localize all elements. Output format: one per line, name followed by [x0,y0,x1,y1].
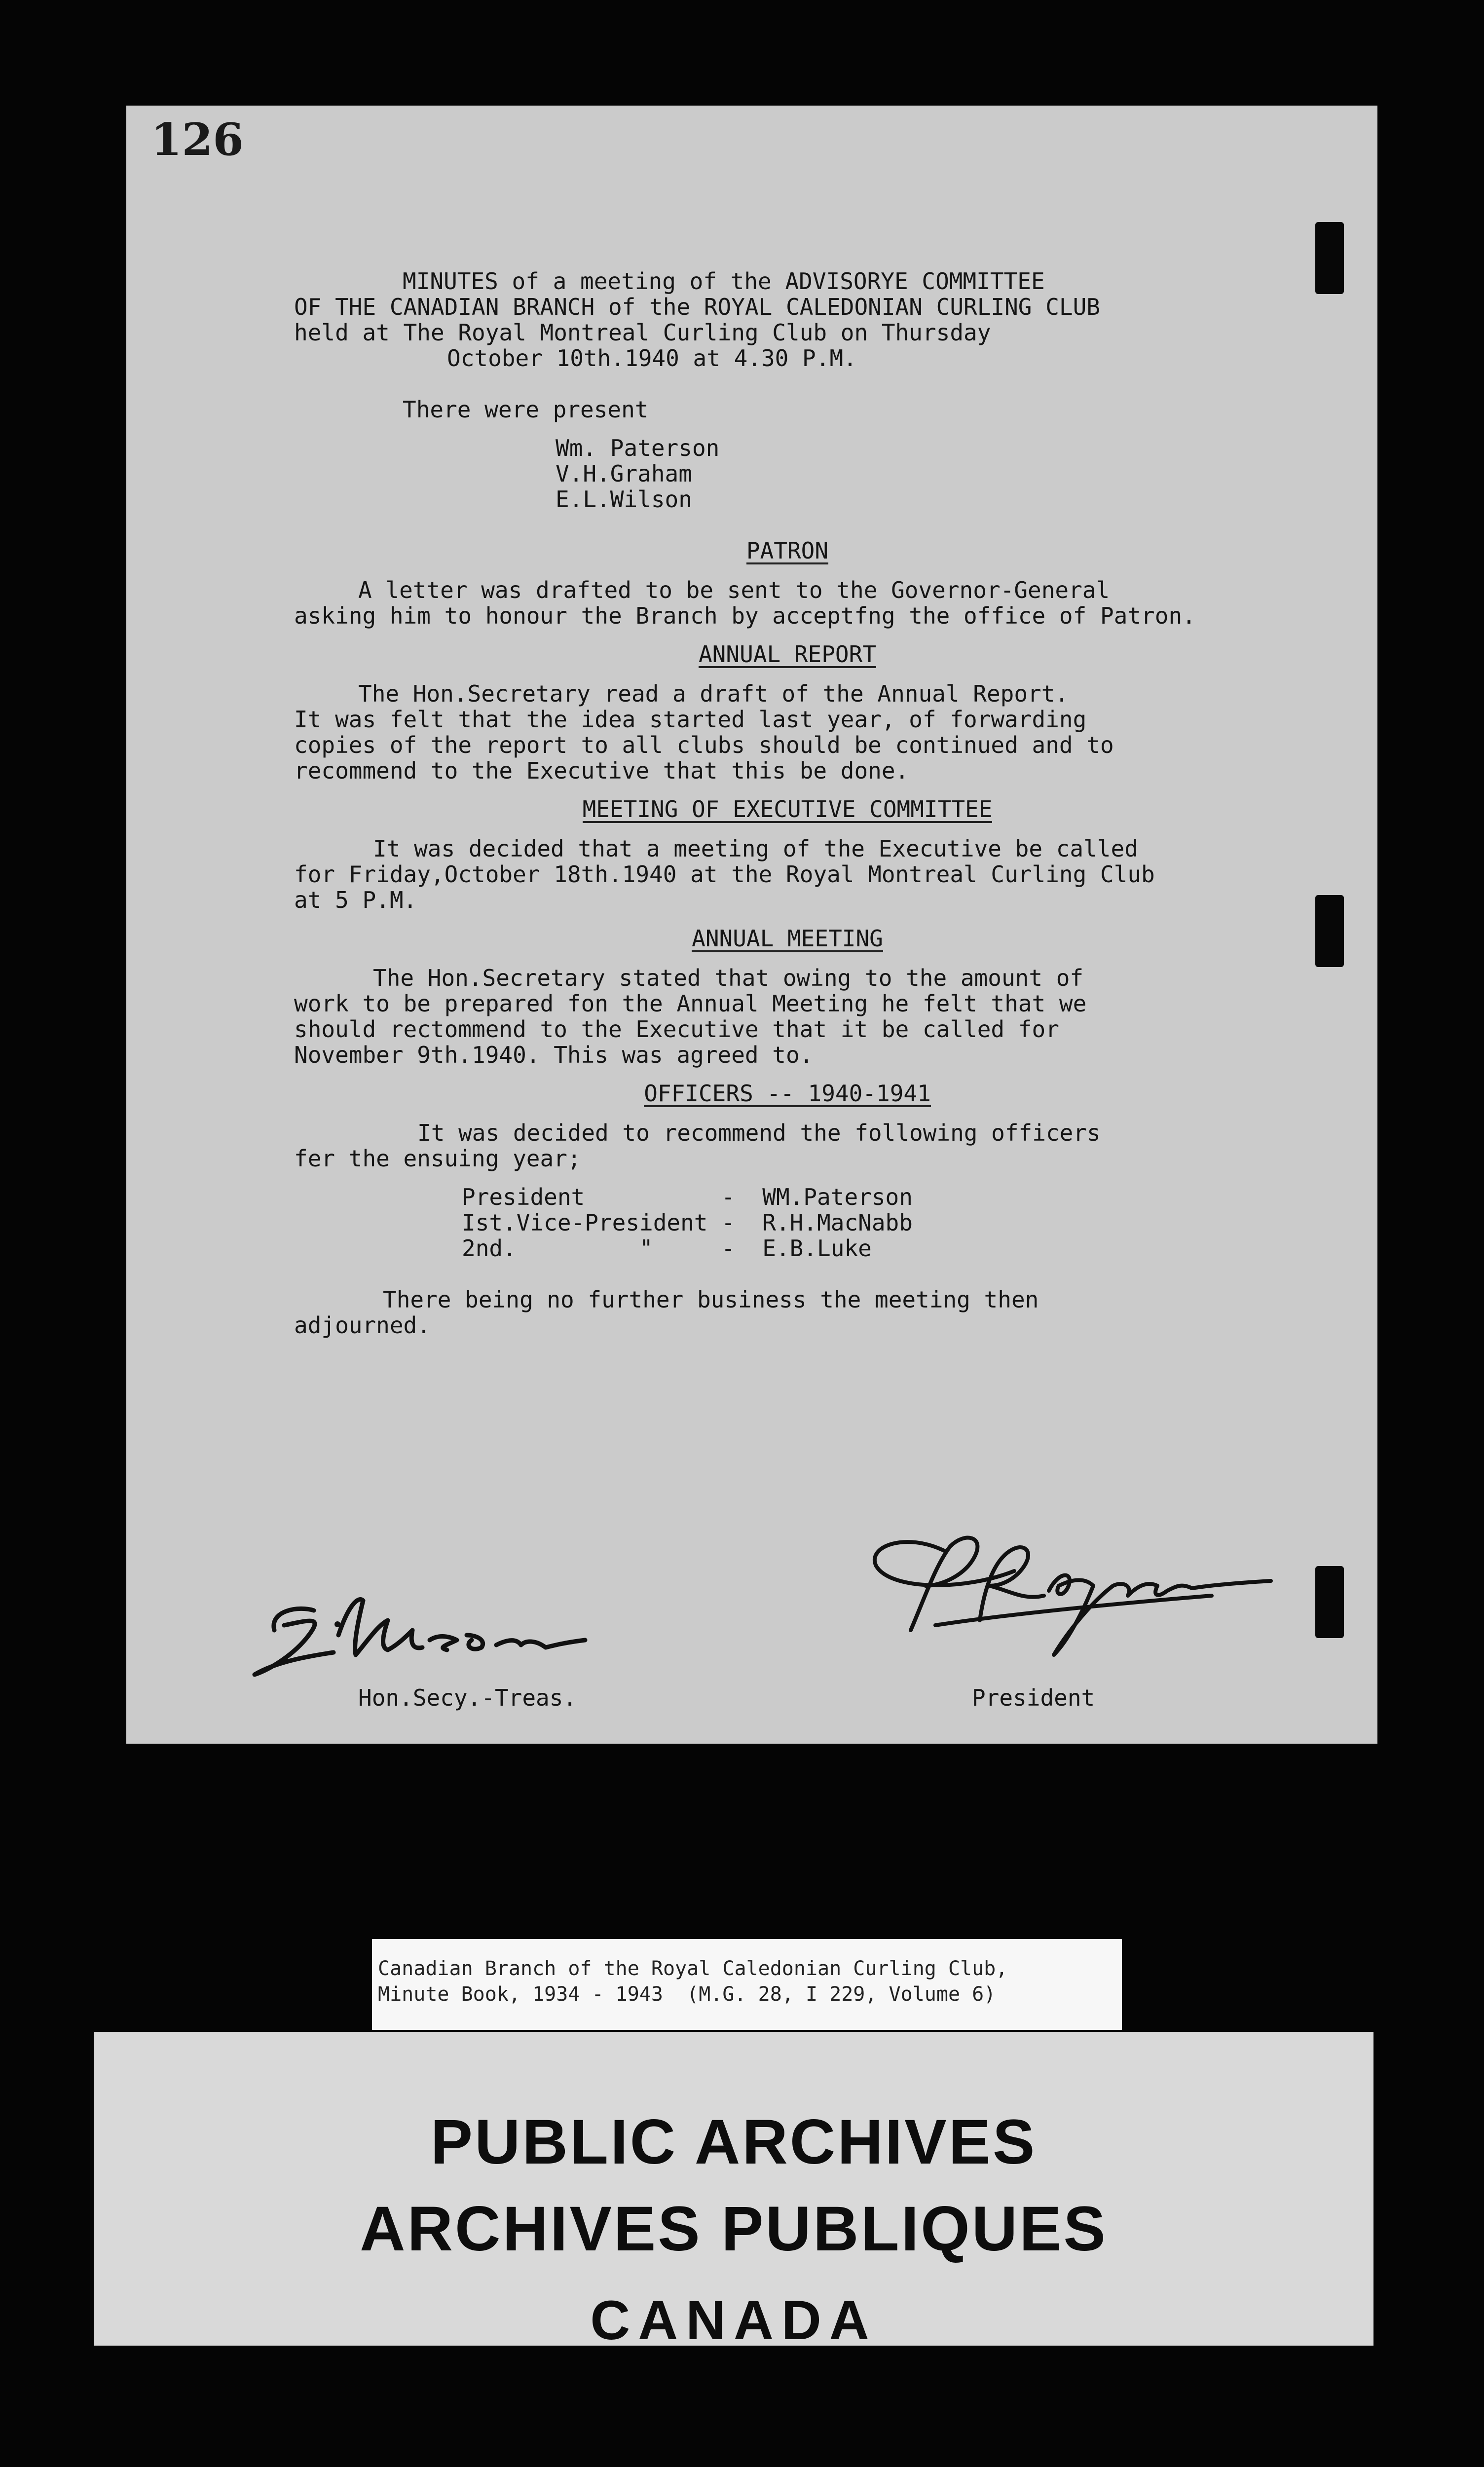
present-intro: There were present [403,397,649,422]
caption-line-2: Minute Book, 1934 - 1943 (M.G. 28, I 229, Volume 6) [378,1983,996,2006]
stamp-line-1: PUBLIC ARCHIVES [430,2107,1037,2177]
executive-line-1: It was decided that a meeting of the Executive be called [373,836,1138,861]
closing-line-2: adjourned. [294,1312,431,1338]
officer-president: President - WM.Paterson [462,1184,913,1210]
officers-line-2: fer the ensuing year; [294,1146,581,1171]
section-heading-officers: OFFICERS -- 1940-1941 [644,1081,931,1107]
heading-line-2: OF THE CANADIAN BRANCH of the ROYAL CALEDONIAN CURLING CLUB [294,294,1100,320]
annual-meeting-line-1: The Hon.Secretary stated that owing to the amount of [373,965,1084,991]
officers-line-1: It was decided to recommend the following officers [417,1120,1101,1146]
signature-secretary [240,1566,644,1694]
closing-line-1: There being no further business the meeting then [383,1287,1039,1312]
executive-line-2: for Friday,October 18th.1940 at the Royal Montreal Curling Club [294,861,1155,887]
heading-line-1: MINUTES of a meeting of the ADVISORYE COMMITTEE [403,268,1045,294]
present-member-1: Wm. Paterson [556,435,720,461]
officer-first-vice-president: Ist.Vice-President - R.H.MacNabb [462,1210,913,1235]
annual-meeting-line-3: should rectommend to the Executive that it be called for [294,1016,1059,1042]
annual-report-line-1: The Hon.Secretary read a draft of the Annual Report. [358,681,1069,707]
annual-meeting-line-2: work to be prepared fon the Annual Meeting he felt that we [294,991,1087,1016]
signature-president [837,1512,1300,1670]
annual-meeting-line-4: November 9th.1940. This was agreed to. [294,1042,814,1068]
patron-line-2: asking him to honour the Branch by acceptfng the office of Patron. [294,603,1196,629]
document-page [126,106,1377,1744]
typed-minutes [294,268,1360,1338]
patron-line-1: A letter was drafted to be sent to the Governor-General [358,577,1110,603]
section-heading-annual-meeting: ANNUAL MEETING [692,926,883,952]
heading-line-3: held at The Royal Montreal Curling Club on Thursday [294,320,991,345]
officer-second-vice-president: 2nd. " - E.B.Luke [462,1235,872,1261]
binding-mark-bottom [1315,1566,1344,1638]
executive-line-3: at 5 P.M. [294,887,417,913]
archives-stamp [94,2032,1373,2346]
stamp-line-2: ARCHIVES PUBLIQUES [360,2194,1108,2264]
present-member-3: E.L.Wilson [556,486,692,512]
annual-report-line-4: recommend to the Executive that this be done. [294,758,909,784]
section-heading-patron: PATRON [746,538,829,564]
section-heading-annual-report: ANNUAL REPORT [698,641,877,668]
present-member-2: V.H.Graham [556,461,692,486]
annual-report-line-3: copies of the report to all clubs should be continued and to [294,732,1114,758]
signature-label-secretary: Hon.Secy.-Treas. [358,1684,577,1711]
annual-report-line-2: It was felt that the idea started last year, of forwarding [294,707,1087,732]
page-number: 126 [151,113,244,166]
signature-label-president: President [972,1684,1095,1711]
caption-line-1: Canadian Branch of the Royal Caledonian Curling Club, [378,1957,1008,1980]
heading-line-4: October 10th.1940 at 4.30 P.M. [447,345,857,371]
section-heading-executive: MEETING OF EXECUTIVE COMMITTEE [582,796,993,822]
stamp-line-3: CANADA [590,2289,877,2346]
archive-caption-card [372,1939,1122,2030]
